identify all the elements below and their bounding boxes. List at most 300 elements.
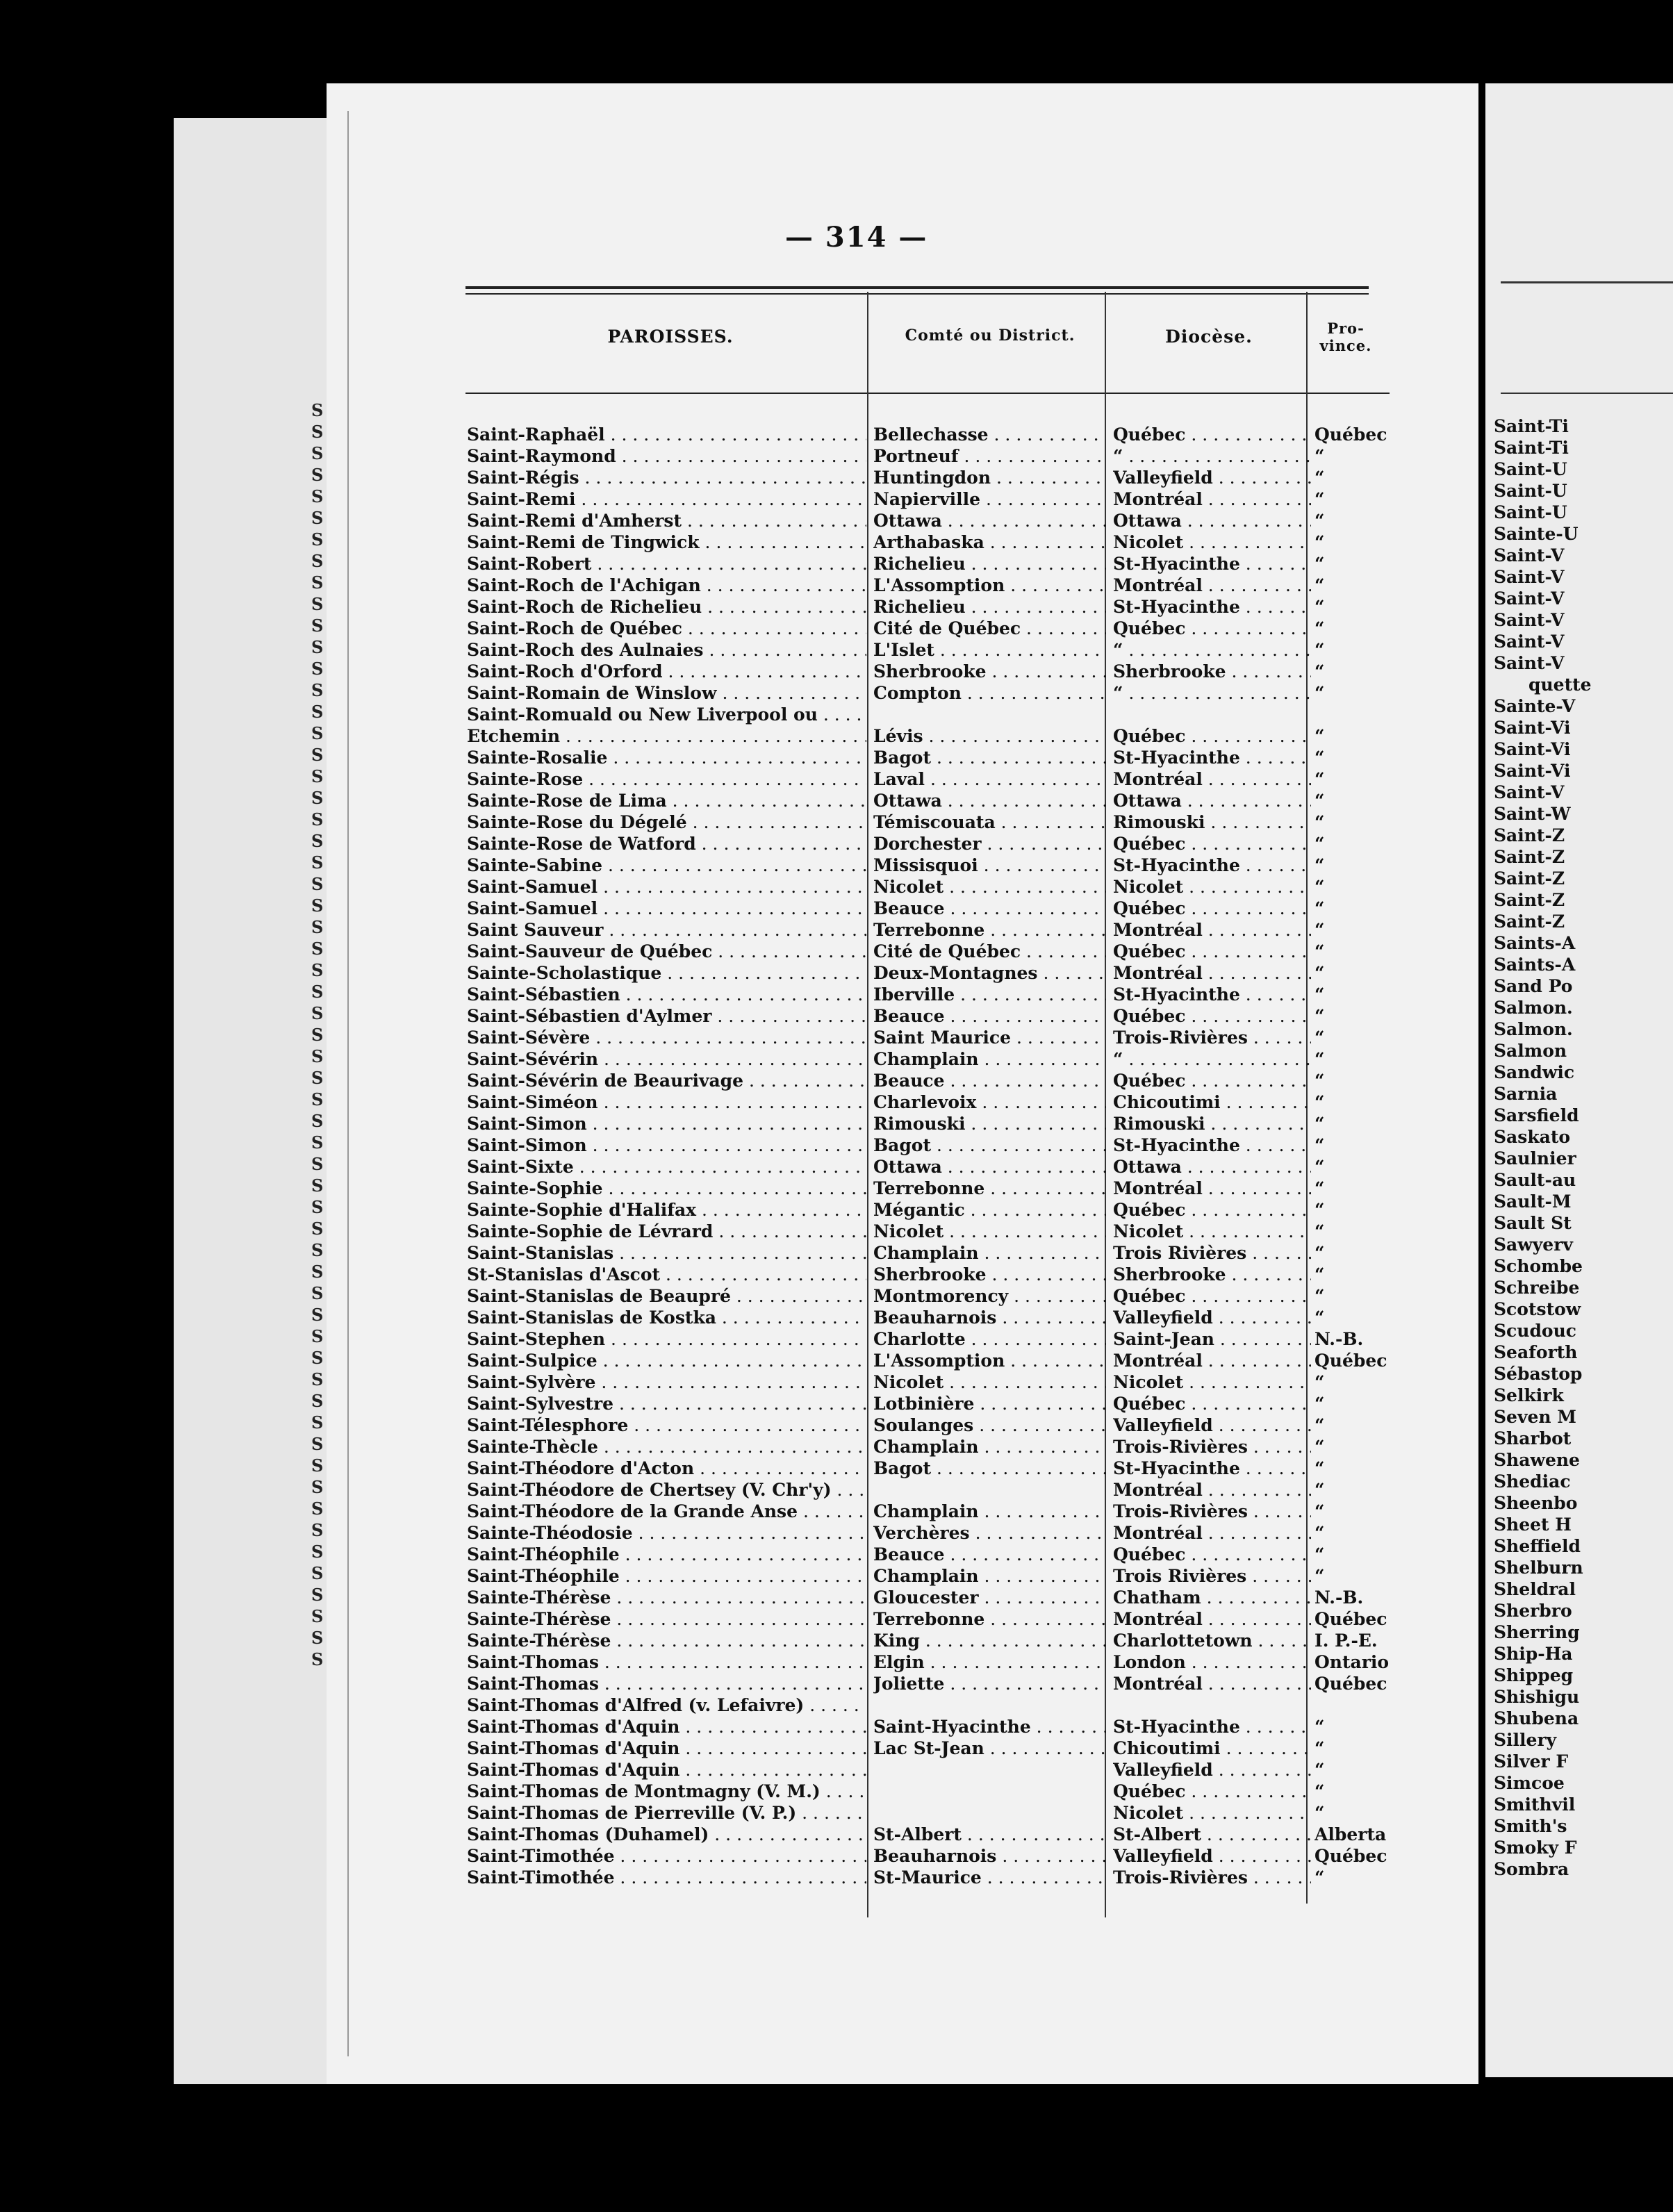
table-row <box>467 1501 1391 1522</box>
province-cell: N.-B. <box>1314 1329 1364 1349</box>
facing-page-entry: Simcoe <box>1494 1773 1565 1793</box>
table-row <box>467 1156 1391 1178</box>
county-district-cell: Mégantic . . . <box>873 1199 1106 1221</box>
county-district-cell: Beauce . . . <box>873 1070 1106 1091</box>
parish-name-cell: Sainte-Thérèse . . . <box>467 1608 866 1630</box>
header-rule-top <box>465 286 1369 289</box>
facing-page-entry: Saint-Ti <box>1494 438 1569 458</box>
parish-name-cell: Saint-Théophile . . . <box>467 1565 866 1587</box>
facing-page-entry: Sawyerv <box>1494 1235 1573 1255</box>
parish-name-cell: Saint-Samuel . . . <box>467 898 866 919</box>
margin-letter: S <box>311 874 324 894</box>
parish-name-cell: Saint-Raphaël . . . <box>467 424 866 445</box>
parish-name-cell: Sainte-Thérèse . . . <box>467 1587 866 1608</box>
facing-page-entry: Sherbro <box>1494 1601 1572 1621</box>
facing-page-entry: Schombe <box>1494 1256 1583 1276</box>
province-cell: N.-B. <box>1314 1587 1364 1608</box>
parish-name-cell: Saint-Romuald ou New Liverpool ou . . . <box>467 704 866 725</box>
diocese-cell: London . . . <box>1113 1651 1311 1673</box>
facing-page-entry: quette <box>1528 675 1592 695</box>
diocese-cell: Valleyfield . . . <box>1113 1845 1311 1867</box>
margin-letter: S <box>311 637 324 657</box>
margin-letter: S <box>311 1628 324 1648</box>
county-district-cell: Bagot . . . <box>873 1458 1106 1479</box>
table-row <box>467 1027 1391 1048</box>
county-district-cell: Huntingdon . . . <box>873 467 1106 488</box>
province-cell: Québec <box>1314 1846 1387 1866</box>
facing-page-entry: Saint-V <box>1494 567 1565 587</box>
table-row <box>467 747 1391 768</box>
facing-page-entry: Saint-Vi <box>1494 739 1571 759</box>
table-row <box>467 1371 1391 1393</box>
margin-letter: S <box>311 939 324 959</box>
margin-letter: S <box>311 594 324 614</box>
margin-letter: S <box>311 1111 324 1131</box>
table-row <box>467 855 1391 876</box>
facing-page-rule-top <box>1501 281 1673 283</box>
parish-name-cell: Saint-Thomas . . . <box>467 1673 866 1694</box>
table-row <box>467 704 1391 725</box>
county-district-cell: Portneuf . . . <box>873 445 1106 467</box>
province-cell: “ <box>1314 1200 1325 1220</box>
table-row <box>467 1414 1391 1436</box>
province-cell: Québec <box>1314 1609 1387 1629</box>
county-district-cell: Laval . . . <box>873 768 1106 790</box>
parish-name-cell: Saint-Remi . . . <box>467 488 866 510</box>
facing-page-entry: Shawene <box>1494 1450 1580 1470</box>
diocese-cell: Québec . . . <box>1113 1393 1311 1414</box>
province-cell: “ <box>1314 1135 1325 1155</box>
facing-page-entry: Saint-Z <box>1494 825 1565 845</box>
margin-letter: S <box>311 659 324 679</box>
facing-page-entry: Salmon. <box>1494 998 1573 1018</box>
parish-name-cell: Saint-Thomas de Pierreville (V. P.) . . . <box>467 1802 866 1824</box>
parish-name-cell: St-Stanislas d'Ascot . . . <box>467 1264 866 1285</box>
diocese-cell: Montréal . . . <box>1113 768 1311 790</box>
province-cell: Ontario <box>1314 1652 1390 1672</box>
margin-letter: S <box>311 1391 324 1411</box>
province-cell: Québec <box>1314 424 1387 445</box>
county-district-cell: Cité de Québec . . . <box>873 618 1106 639</box>
facing-page-entry: Sheldral <box>1494 1579 1576 1599</box>
parish-name-cell: Saint-Sulpice . . . <box>467 1350 866 1371</box>
facing-page-entry: Saint-Z <box>1494 890 1565 910</box>
table-row <box>467 1651 1391 1673</box>
diocese-cell: Québec . . . <box>1113 1199 1311 1221</box>
margin-letter: S <box>311 960 324 980</box>
province-cell: “ <box>1314 1394 1325 1414</box>
margin-letter: S <box>311 1649 324 1669</box>
diocese-cell: Chatham . . . <box>1113 1587 1311 1608</box>
diocese-cell: Nicolet . . . <box>1113 876 1311 898</box>
province-cell: “ <box>1314 834 1325 854</box>
facing-page-entry: Saint-V <box>1494 632 1565 652</box>
margin-letter: S <box>311 1369 324 1389</box>
province-cell: “ <box>1314 791 1325 811</box>
table-row <box>467 1178 1391 1199</box>
facing-page-entry: Shippeg <box>1494 1665 1574 1685</box>
table-row <box>467 1630 1391 1651</box>
diocese-cell: St-Albert . . . <box>1113 1824 1311 1845</box>
county-district-cell: Beauharnois . . . <box>873 1845 1106 1867</box>
county-district-cell: Beauce . . . <box>873 898 1106 919</box>
province-cell: “ <box>1314 1781 1325 1801</box>
province-cell: Québec <box>1314 1674 1387 1694</box>
parish-name-cell: Saint-Stanislas . . . <box>467 1242 866 1264</box>
facing-page-entry: Sheffield <box>1494 1536 1581 1556</box>
province-cell: “ <box>1314 984 1325 1005</box>
county-district-cell: Joliette . . . <box>873 1673 1106 1694</box>
table-row <box>467 1113 1391 1134</box>
facing-page-entry: Seven M <box>1494 1407 1576 1427</box>
table-row <box>467 1565 1391 1587</box>
table-row <box>467 1673 1391 1694</box>
facing-page-entry: Shediac <box>1494 1471 1571 1492</box>
diocese-cell: Nicolet . . . <box>1113 1371 1311 1393</box>
county-district-cell: Iberville . . . <box>873 984 1106 1005</box>
parish-name-cell: Saint-Théophile . . . <box>467 1544 866 1565</box>
table-row <box>467 596 1391 618</box>
county-district-cell: L'Islet . . . <box>873 639 1106 661</box>
table-row <box>467 833 1391 855</box>
facing-page-rule-bottom <box>1501 393 1673 394</box>
parish-name-cell: Saint-Sixte . . . <box>467 1156 866 1178</box>
county-district-cell: Verchères . . . <box>873 1522 1106 1544</box>
header-comte-district: Comté ou District. <box>905 327 1076 345</box>
parish-name-cell: Saint-Sauveur de Québec . . . <box>467 941 866 962</box>
margin-letter: S <box>311 1262 324 1282</box>
facing-page-entry: Shelburn <box>1494 1558 1583 1578</box>
parish-name-cell: Saint-Sylvestre . . . <box>467 1393 866 1414</box>
province-cell: “ <box>1314 446 1325 466</box>
facing-page-entry: Saskato <box>1494 1127 1571 1147</box>
province-cell: “ <box>1314 1221 1325 1241</box>
diocese-cell: St-Hyacinthe . . . <box>1113 553 1311 575</box>
province-cell: “ <box>1314 1372 1325 1392</box>
facing-page-entry: Shishigu <box>1494 1687 1580 1707</box>
margin-letter: S <box>311 486 324 506</box>
parish-name-cell: Sainte-Rosalie . . . <box>467 747 866 768</box>
facing-page-entry: Saint-V <box>1494 545 1565 566</box>
table-row <box>467 725 1391 747</box>
facing-page-entry: Schreibe <box>1494 1278 1580 1298</box>
margin-letter: S <box>311 1412 324 1433</box>
county-district-cell: Bagot . . . <box>873 1134 1106 1156</box>
table-row <box>467 1005 1391 1027</box>
province-cell: “ <box>1314 1501 1325 1521</box>
diocese-cell: Montréal . . . <box>1113 1350 1311 1371</box>
facing-page-entry: Scotstow <box>1494 1299 1581 1319</box>
county-district-cell: Champlain . . . <box>873 1436 1106 1458</box>
county-district-cell: Lévis . . . <box>873 725 1106 747</box>
parish-name-cell: Saint-Régis . . . <box>467 467 866 488</box>
table-row <box>467 1522 1391 1544</box>
parish-name-cell: Saint-Roch de Québec . . . <box>467 618 866 639</box>
margin-letter: S <box>311 766 324 786</box>
facing-page-entry: Saint-Z <box>1494 911 1565 932</box>
table-row <box>467 898 1391 919</box>
table-row <box>467 618 1391 639</box>
diocese-cell: Montréal . . . <box>1113 575 1311 596</box>
parish-name-cell: Saint-Thomas de Montmagny (V. M.) . . . <box>467 1781 866 1802</box>
table-row <box>467 1221 1391 1242</box>
diocese-cell: “ . . . <box>1113 1048 1311 1070</box>
diocese-cell: Trois-Rivières . . . <box>1113 1501 1311 1522</box>
margin-letter: S <box>311 1240 324 1260</box>
margin-letter: S <box>311 917 324 937</box>
table-row <box>467 1307 1391 1328</box>
county-district-cell: Deux-Montagnes . . . <box>873 962 1106 984</box>
facing-page-entry: Seaforth <box>1494 1342 1578 1362</box>
province-cell: “ <box>1314 1458 1325 1478</box>
margin-letter: S <box>311 1046 324 1066</box>
table-row <box>467 1242 1391 1264</box>
facing-page-entry: Sainte-V <box>1494 696 1576 716</box>
diocese-cell: Montréal . . . <box>1113 919 1311 941</box>
county-district-cell: Nicolet . . . <box>873 1221 1106 1242</box>
parish-name-cell: Saint-Remi de Tingwick . . . <box>467 531 866 553</box>
diocese-cell: Valleyfield . . . <box>1113 1307 1311 1328</box>
diocese-cell: Valleyfield . . . <box>1113 1414 1311 1436</box>
table-row <box>467 1802 1391 1824</box>
header-rule-bottom <box>465 393 1390 394</box>
table-row <box>467 682 1391 704</box>
table-row <box>467 941 1391 962</box>
table-row <box>467 1716 1391 1738</box>
margin-letter: S <box>311 1542 324 1562</box>
table-row <box>467 1824 1391 1845</box>
margin-letter: S <box>311 422 324 442</box>
province-cell: “ <box>1314 1544 1325 1565</box>
facing-page-entry: Saint-Z <box>1494 868 1565 889</box>
margin-letter: S <box>311 788 324 808</box>
province-cell: “ <box>1314 1114 1325 1134</box>
parish-name-cell: Saint-Stanislas de Beaupré . . . <box>467 1285 866 1307</box>
margin-letter: S <box>311 1348 324 1368</box>
province-cell: “ <box>1314 1092 1325 1112</box>
parish-name-cell: Saint-Simon . . . <box>467 1113 866 1134</box>
diocese-cell: Sherbrooke . . . <box>1113 1264 1311 1285</box>
parish-name-cell: Saint-Sévérin . . . <box>467 1048 866 1070</box>
facing-page-entry: Saint-Ti <box>1494 416 1569 436</box>
table-row <box>467 553 1391 575</box>
facing-page-entry: Sault-au <box>1494 1170 1576 1190</box>
table-row <box>467 1393 1391 1414</box>
table-row <box>467 1091 1391 1113</box>
table-row <box>467 1781 1391 1802</box>
parish-name-cell: Saint-Théodore de Chertsey (V. Chr'y) . . . <box>467 1479 866 1501</box>
province-cell: “ <box>1314 1071 1325 1091</box>
parish-name-cell: Saint-Thomas d'Aquin . . . <box>467 1759 866 1781</box>
facing-page-entry: Saints-A <box>1494 955 1576 975</box>
county-district-cell: Charlevoix . . . <box>873 1091 1106 1113</box>
parish-name-cell: Saint-Sébastien . . . <box>467 984 866 1005</box>
facing-page-entry: Sébastop <box>1494 1364 1583 1384</box>
margin-letter: S <box>311 529 324 550</box>
county-district-cell: Terrebonne . . . <box>873 919 1106 941</box>
diocese-cell: St-Hyacinthe . . . <box>1113 1134 1311 1156</box>
diocese-cell: Trois-Rivières . . . <box>1113 1436 1311 1458</box>
margin-letter: S <box>311 831 324 851</box>
province-cell: “ <box>1314 618 1325 638</box>
county-district-cell: Terrebonne . . . <box>873 1178 1106 1199</box>
province-cell: “ <box>1314 941 1325 961</box>
facing-page-entry: Sarnia <box>1494 1084 1558 1104</box>
parish-name-cell: Saint-Télesphore . . . <box>467 1414 866 1436</box>
county-district-cell: Arthabaska . . . <box>873 531 1106 553</box>
province-cell: “ <box>1314 468 1325 488</box>
facing-page-entry: Salmon. <box>1494 1019 1573 1039</box>
county-district-cell: Charlotte . . . <box>873 1328 1106 1350</box>
margin-letter: S <box>311 680 324 700</box>
province-cell: “ <box>1314 489 1325 509</box>
facing-page-entry: Sault-M <box>1494 1191 1572 1212</box>
diocese-cell: Québec . . . <box>1113 1005 1311 1027</box>
parish-name-cell: Saint Sauveur . . . <box>467 919 866 941</box>
diocese-cell: Nicolet . . . <box>1113 531 1311 553</box>
parish-name-cell: Saint-Robert . . . <box>467 553 866 575</box>
county-district-cell: Cité de Québec . . . <box>873 941 1106 962</box>
margin-letter: S <box>311 1434 324 1454</box>
county-district-cell: Ottawa . . . <box>873 510 1106 531</box>
province-cell: “ <box>1314 532 1325 552</box>
header-paroisses: PAROISSES. <box>607 327 734 347</box>
margin-letter: S <box>311 1219 324 1239</box>
table-row <box>467 488 1391 510</box>
facing-page-entry: Saint-Vi <box>1494 718 1571 738</box>
parish-name-cell: Sainte-Thècle . . . <box>467 1436 866 1458</box>
facing-page-entry: Saints-A <box>1494 933 1576 953</box>
diocese-cell: Ottawa . . . <box>1113 790 1311 811</box>
table-row <box>467 962 1391 984</box>
margin-letter: S <box>311 465 324 485</box>
province-cell: Alberta <box>1314 1824 1387 1844</box>
diocese-cell: “ . . . <box>1113 639 1311 661</box>
parish-name-cell: Sainte-Rose de Watford . . . <box>467 833 866 855</box>
diocese-cell: Valleyfield . . . <box>1113 467 1311 488</box>
province-cell: “ <box>1314 1566 1325 1586</box>
diocese-cell: Chicoutimi . . . <box>1113 1091 1311 1113</box>
province-cell: “ <box>1314 1803 1325 1823</box>
parish-name-cell: Saint-Sébastien d'Aylmer . . . <box>467 1005 866 1027</box>
province-cell: “ <box>1314 726 1325 746</box>
facing-page-entry: Shubena <box>1494 1708 1579 1728</box>
county-district-cell: Beauce . . . <box>873 1544 1106 1565</box>
header-rule-top-thin <box>465 293 1369 295</box>
county-district-cell: Beauharnois . . . <box>873 1307 1106 1328</box>
table-row <box>467 1436 1391 1458</box>
diocese-cell: “ . . . <box>1113 682 1311 704</box>
province-cell: “ <box>1314 1307 1325 1328</box>
facing-page-entry: Ship-Ha <box>1494 1644 1573 1664</box>
parish-name-cell: Saint-Stephen . . . <box>467 1328 866 1350</box>
diocese-cell: St-Hyacinthe . . . <box>1113 747 1311 768</box>
table-row <box>467 1479 1391 1501</box>
parish-name-cell: Sainte-Scholastique . . . <box>467 962 866 984</box>
province-cell: “ <box>1314 1243 1325 1263</box>
diocese-cell: Montréal . . . <box>1113 1673 1311 1694</box>
parish-name-cell: Saint-Théodore d'Acton . . . <box>467 1458 866 1479</box>
table-row <box>467 790 1391 811</box>
margin-letter: S <box>311 702 324 722</box>
table-row <box>467 639 1391 661</box>
facing-page-entry: Saint-U <box>1494 502 1567 522</box>
parish-name-cell: Saint-Thomas . . . <box>467 1651 866 1673</box>
diocese-cell: Ottawa . . . <box>1113 510 1311 531</box>
county-district-cell: L'Assomption . . . <box>873 1350 1106 1371</box>
county-district-cell: Nicolet . . . <box>873 1371 1106 1393</box>
parish-name-cell: Sainte-Sophie d'Halifax . . . <box>467 1199 866 1221</box>
table-row <box>467 1608 1391 1630</box>
facing-page-entry: Saint-U <box>1494 481 1567 501</box>
table-row <box>467 1587 1391 1608</box>
parish-name-cell: Saint-Roch de Richelieu . . . <box>467 596 866 618</box>
margin-letter: S <box>311 1068 324 1088</box>
county-district-cell: Beauce . . . <box>873 1005 1106 1027</box>
table-row <box>467 1350 1391 1371</box>
margin-letter: S <box>311 616 324 636</box>
table-row <box>467 1845 1391 1867</box>
parish-name-cell: Saint-Raymond . . . <box>467 445 866 467</box>
province-cell: “ <box>1314 1480 1325 1500</box>
province-cell: “ <box>1314 855 1325 875</box>
province-cell: “ <box>1314 1264 1325 1285</box>
table-row <box>467 445 1391 467</box>
facing-page-entry: Saint-W <box>1494 804 1571 824</box>
county-district-cell: Elgin . . . <box>873 1651 1106 1673</box>
province-cell: “ <box>1314 920 1325 940</box>
province-cell: I. P.-E. <box>1314 1631 1378 1651</box>
county-district-cell: Richelieu . . . <box>873 596 1106 618</box>
diocese-cell: St-Hyacinthe . . . <box>1113 1458 1311 1479</box>
province-cell: “ <box>1314 1523 1325 1543</box>
province-cell: “ <box>1314 1717 1325 1737</box>
margin-letter: S <box>311 551 324 571</box>
diocese-cell: Charlottetown . . . <box>1113 1630 1311 1651</box>
diocese-cell: Trois Rivières . . . <box>1113 1565 1311 1587</box>
parish-name-cell: Saint-Sévère . . . <box>467 1027 866 1048</box>
parish-name-cell: Saint-Sévérin de Beaurivage . . . <box>467 1070 866 1091</box>
facing-page-entry: Saint-V <box>1494 588 1565 609</box>
diocese-cell: Sherbrooke . . . <box>1113 661 1311 682</box>
margin-letter: S <box>311 1197 324 1217</box>
margin-letter: S <box>311 1477 324 1497</box>
parish-name-cell: Sainte-Rose de Lima . . . <box>467 790 866 811</box>
table-row <box>467 984 1391 1005</box>
margin-letter: S <box>311 1585 324 1605</box>
table-row <box>467 661 1391 682</box>
table-row <box>467 1264 1391 1285</box>
parish-name-cell: Saint-Roch des Aulnaies . . . <box>467 639 866 661</box>
diocese-cell: St-Hyacinthe . . . <box>1113 855 1311 876</box>
margin-letter: S <box>311 443 324 463</box>
facing-page-entry: Silver F <box>1494 1751 1569 1772</box>
parish-name-cell: Sainte-Sabine . . . <box>467 855 866 876</box>
margin-letter: S <box>311 1563 324 1583</box>
province-cell: “ <box>1314 1760 1325 1780</box>
margin-letter: S <box>311 1154 324 1174</box>
province-cell: “ <box>1314 812 1325 832</box>
county-district-cell: Compton . . . <box>873 682 1106 704</box>
county-district-cell: Sherbrooke . . . <box>873 661 1106 682</box>
margin-letter: S <box>311 1606 324 1626</box>
diocese-cell: St-Hyacinthe . . . <box>1113 1716 1311 1738</box>
diocese-cell: Québec . . . <box>1113 424 1311 445</box>
facing-page-entry: Sault St <box>1494 1213 1572 1233</box>
county-district-cell: King . . . <box>873 1630 1106 1651</box>
diocese-cell: Chicoutimi . . . <box>1113 1738 1311 1759</box>
facing-page-entry: Sarsfield <box>1494 1105 1579 1125</box>
